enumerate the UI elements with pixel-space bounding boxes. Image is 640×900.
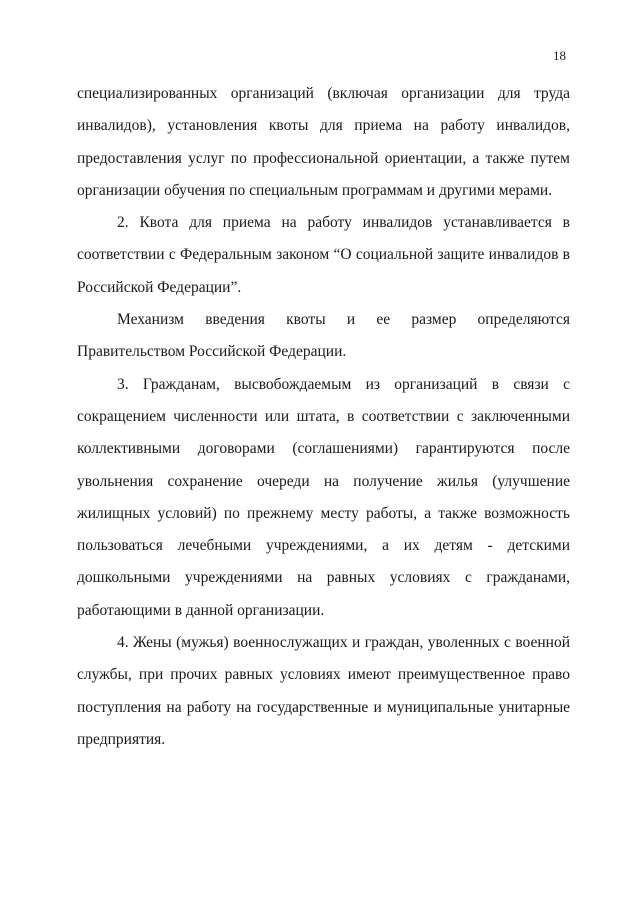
paragraph-quota-mechanism: Механизм введения квоты и ее размер определяются Правительством Российской Федерации. [77,311,570,361]
page-number: 18 [553,48,566,63]
paragraph-quota-law: 2. Квота для приема на работу инвалидов устанавливается в соответствии с Федеральным законом “О социальной защите инвалидов в Российской Федерации”. [77,214,570,296]
paragraph-military-spouses: 4. Жены (мужья) военнослужащих и граждан, уволенных с военной службы, при прочих равных условиях имеют преимущественное право поступления на работу на государственные и муниципальные унитарные предприятия. [77,634,570,748]
paragraph-released-citizens: 3. Гражданам, высвобождаемым из организаций в связи с сокращением численности или штата, в соответствии с заключенными коллективными договорами (соглашениями) гарантируются после увольнения сохранение очереди на получение жилья (улучшение жилищных условий) по прежнему месту работы, а также возможность пользоваться лечебными учреждениями, а их детям - детскими дошкольными учреждениями на равных условиях с гражданами, работающими в данной организации. [77,375,570,619]
paragraph-continuation: специализированных организаций (включая организации для труда инвалидов), установления квоты для приема на работу инвалидов, предоставления услуг по профессиональной ориентации, а также путем организации обучения по специальным программам и другими мерами. [77,85,570,199]
body-text [77,78,570,756]
